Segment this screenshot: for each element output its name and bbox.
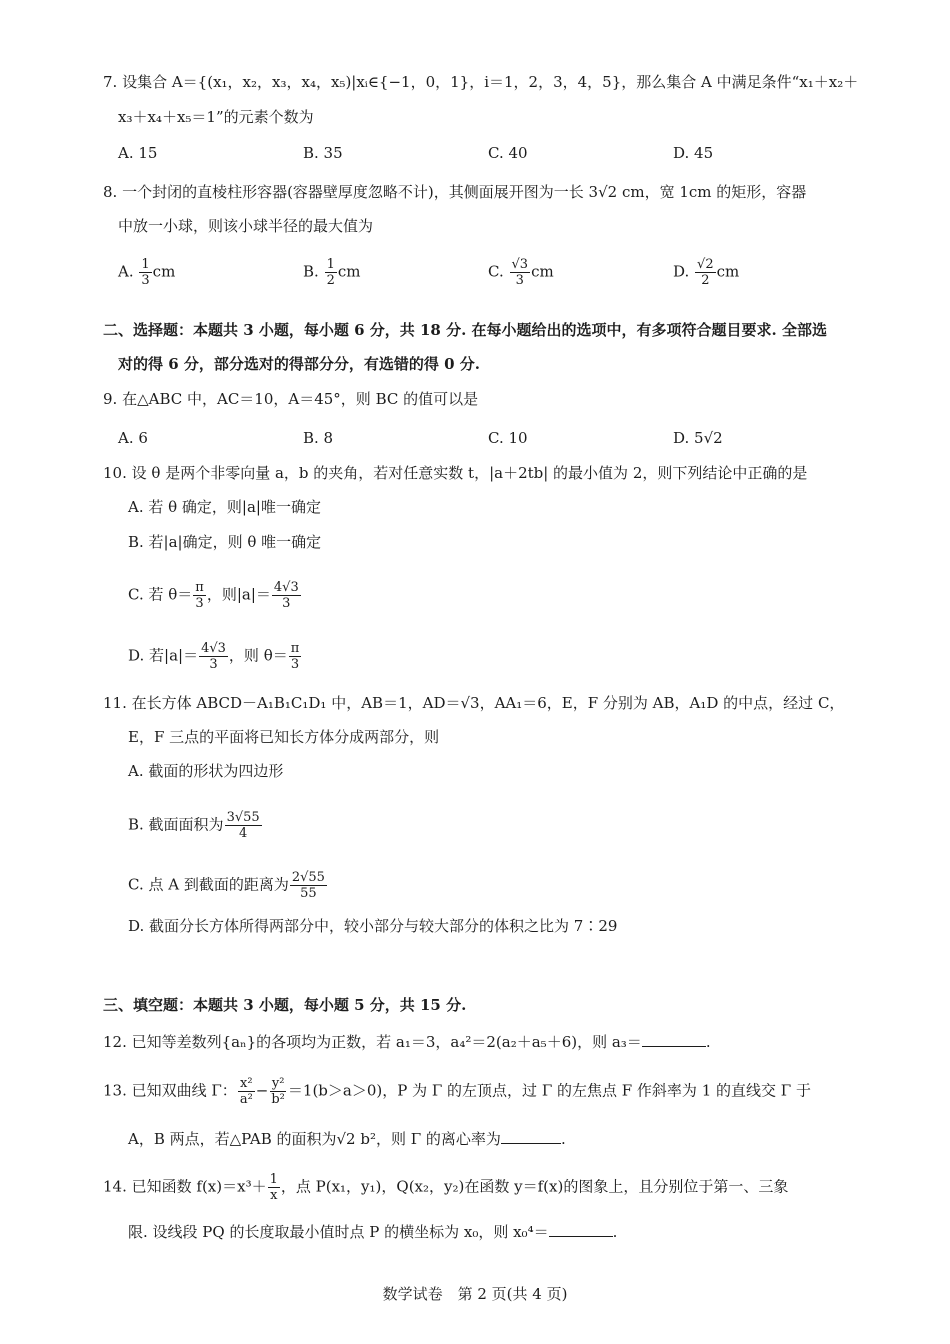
q11-option-c: C. 点 A 到截面的距离为 $\frac{2√55}{55}$ [128, 870, 325, 901]
q7-option-b: B. 35 [303, 144, 343, 162]
q7-option-c: C. 40 [488, 144, 528, 162]
fraction: $\frac{3√55}{4}$ [226, 810, 260, 841]
q8-option-a: A. $\frac{1}{3}$ cm [118, 257, 176, 288]
q12-text: 12. 已知等差数列{aₙ}的各项均为正数，若 a₁＝3，a₄²＝2(a₂＋a₅＋6)，则 a₃＝ . [103, 1030, 711, 1052]
q9-option-a: A. 6 [118, 429, 148, 447]
q7-option-d: D. 45 [673, 144, 714, 162]
fraction: $\frac{\pi}{3}$ [290, 641, 300, 672]
fraction: $\frac{√3}{3}$ [511, 257, 529, 288]
q10-option-a: A. 若 θ 确定，则|a|唯一确定 [128, 498, 321, 516]
q9-stem: 9. 在△ABC 中，AC＝10，A＝45°，则 BC 的值可以是 [103, 390, 479, 408]
fraction: $\frac{\text{x²}}{\text{a²}}$ [239, 1076, 253, 1107]
section-2-heading-line1: 二、选择题：本题共 3 小题，每小题 6 分，共 18 分. 在每小题给出的选项中，有多项符合题目要求. 全部选 [103, 321, 827, 339]
fraction: $\frac{4√3}{3}$ [273, 580, 299, 611]
q7-line2: x₃＋x₄＋x₅＝1”的元素个数为 [118, 108, 314, 126]
fraction: $\frac{4√3}{3}$ [201, 641, 226, 672]
q8-line1: 8. 一个封闭的直棱柱形容器(容器壁厚度忽略不计)，其侧面展开图为一长 3√2 cm，宽 1cm 的矩形，容器 [103, 183, 807, 201]
answer-blank[interactable] [501, 1127, 561, 1144]
q11-option-d: D. 截面分长方体所得两部分中，较小部分与较大部分的体积之比为 7∶29 [128, 917, 618, 935]
q14-line1: 14. 已知函数 f(x)＝x³＋ $\frac{1}{x}$ ，点 P(x₁，y₁)，Q(x₂，y₂)在函数 y＝f(x)的图象上，且分别位于第一、三象 [103, 1172, 789, 1203]
q8-line2: 中放一小球，则该小球半径的最大值为 [118, 217, 374, 235]
q10-option-d: D. 若|a|＝ $\frac{4√3}{3}$ ，则 θ＝ $\frac{\pi}{3}$ [128, 641, 300, 672]
answer-blank[interactable] [642, 1030, 706, 1047]
q10-option-b: B. 若|a|确定，则 θ 唯一确定 [128, 533, 322, 551]
q10-stem: 10. 设 θ 是两个非零向量 a，b 的夹角，若对任意实数 t，|a＋2tb| 的最小值为 2，则下列结论中正确的是 [103, 464, 808, 482]
fraction: $\frac{\text{y²}}{\text{b²}}$ [271, 1076, 285, 1107]
q9-option-d: D. 5√2 [673, 429, 723, 447]
section-3-heading: 三、填空题：本题共 3 小题，每小题 5 分，共 15 分. [103, 996, 467, 1014]
fraction: $\frac{1}{2}$ [326, 257, 335, 288]
q13-line1: 13. 已知双曲线 Γ： $\frac{\text{x²}}{\text{a²}}$ − $\frac{\text{y²}}{\text{b²}}$ ＝1(b＞a＞0)，P 为 Γ 的左顶点，过 Γ 的左焦点 F 作斜率为 1 的直线交 Γ 于 [103, 1076, 811, 1107]
fraction: $\frac{2√55}{55}$ [291, 870, 325, 901]
page-footer: 数学试卷 第 2 页(共 4 页) [382, 1285, 568, 1303]
q14-line2: 限. 设线段 PQ 的长度取最小值时点 P 的横坐标为 x₀，则 x₀⁴＝ . [128, 1220, 617, 1242]
q11-line2: E，F 三点的平面将已知长方体分成两部分，则 [128, 728, 440, 746]
q9-option-c: C. 10 [488, 429, 528, 447]
fraction: $\frac{1}{3}$ [141, 257, 150, 288]
q11-option-b: B. 截面面积为 $\frac{3√55}{4}$ [128, 810, 260, 841]
answer-blank[interactable] [549, 1220, 613, 1237]
q8-option-d: D. $\frac{√2}{2}$ cm [673, 257, 740, 288]
q9-option-b: B. 8 [303, 429, 334, 447]
section-2-heading-line2: 对的得 6 分，部分选对的得部分分，有选错的得 0 分. [118, 355, 480, 373]
q8-option-c: C. $\frac{√3}{3}$ cm [488, 257, 554, 288]
q7-line1: 7. 设集合 A＝{(x₁，x₂，x₃，x₄，x₅)|xᵢ∈{−1，0，1}，i＝1，2，3，4，5}，那么集合 A 中满足条件“x₁＋x₂＋ [103, 73, 859, 91]
q7-option-a: A. 15 [118, 144, 158, 162]
q11-option-a: A. 截面的形状为四边形 [128, 762, 284, 780]
q10-option-c: C. 若 θ＝ $\frac{\pi}{3}$ ，则|a|＝ $\frac{4√3}{3}$ [128, 580, 299, 611]
q8-option-b: B. $\frac{1}{2}$ cm [303, 257, 361, 288]
fraction: $\frac{\pi}{3}$ [195, 580, 204, 611]
fraction: $\frac{√2}{2}$ [697, 257, 714, 288]
q13-line2: A，B 两点，若△PAB 的面积为√2 b²，则 Γ 的离心率为 . [128, 1127, 566, 1149]
fraction: $\frac{1}{x}$ [269, 1172, 278, 1203]
q11-line1: 11. 在长方体 ABCD－A₁B₁C₁D₁ 中，AB＝1，AD＝√3，AA₁＝6，E，F 分别为 AB，A₁D 的中点，经过 C， [103, 694, 845, 712]
